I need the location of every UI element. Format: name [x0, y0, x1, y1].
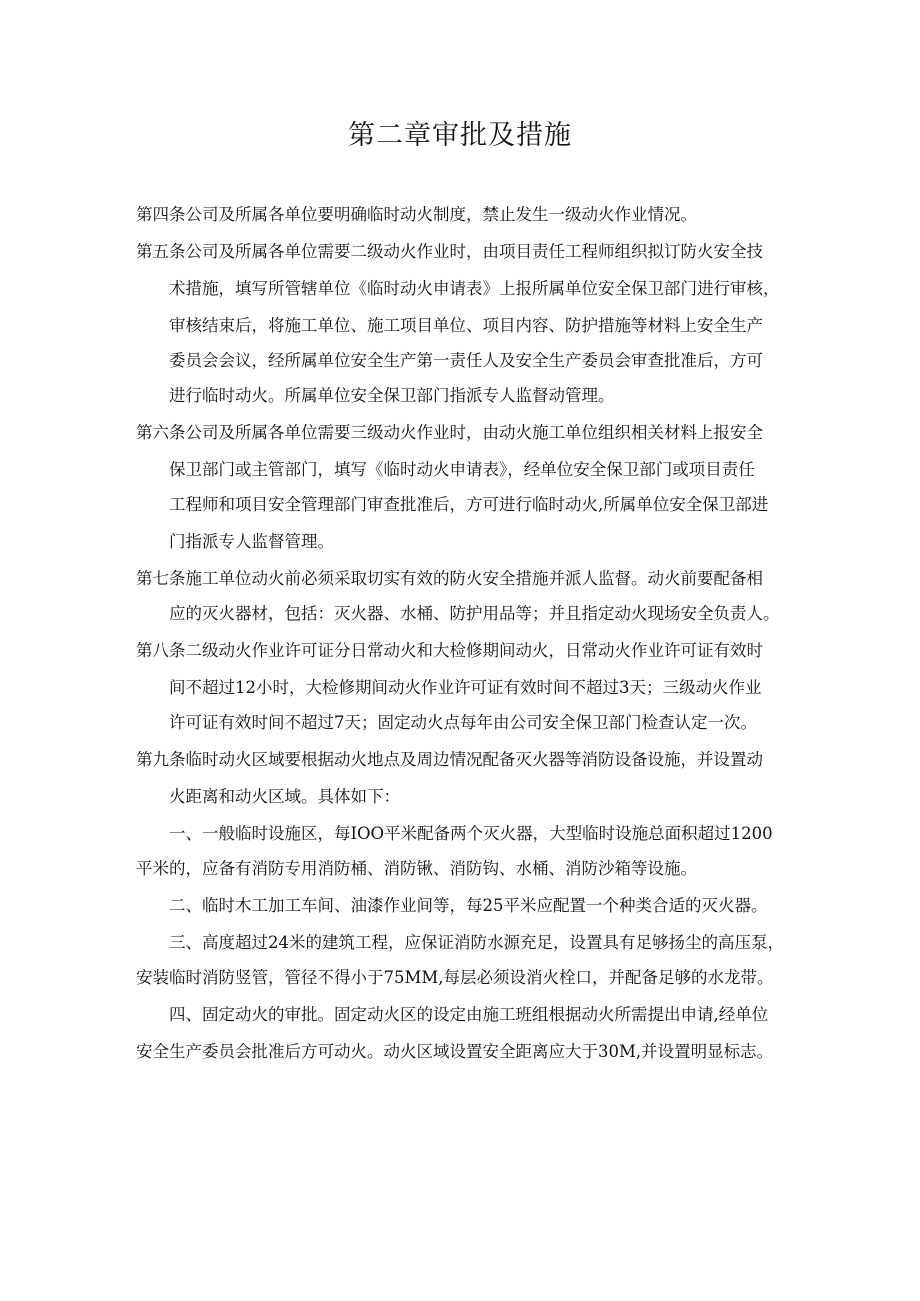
- article-9-line-1: 第九条临时动火区域要根据动火地点及周边情况配备灭火器等消防设备设施，并设置动: [136, 750, 763, 769]
- article-9-line-2: 火距离和动火区域。具体如下：: [169, 787, 400, 806]
- article-5-line-1: 第五条公司及所属各单位需要二级动火作业时，由项目责任工程师组织拟订防火安全技: [136, 242, 763, 261]
- item-1-line-2: 平米的，应备有消防专用消防桶、消防锹、消防钩、水桶、消防沙箱等设施。: [136, 859, 697, 878]
- item-2-line-1: 二、临时木工加工车间、油漆作业间等，每25平米应配置一个种类合适的灭火器。: [169, 896, 768, 915]
- article-6-line-2: 保卫部门或主管部门，填写《临时动火申请表》，经单位安全保卫部门或项目责任: [169, 460, 755, 479]
- article-6-line-4: 门指派专人监督管理。: [169, 532, 334, 551]
- article-8-line-1: 第八条二级动火作业许可证分日常动火和大检修期间动火，日常动火作业许可证有效时: [136, 641, 763, 660]
- item-1-line-1: 一、一般临时设施区，每IOO平米配备两个灭火器，大型临时设施总面积超过1200: [169, 824, 773, 843]
- item-3-line-1: 三、高度超过24米的建筑工程，应保证消防水源充足，设置具有足够扬尘的高压泵，: [169, 933, 784, 952]
- article-4-line-1: 第四条公司及所属各单位要明确临时动火制度，禁止发生一级动火作业情况。: [136, 205, 697, 224]
- item-4-line-1: 四、固定动火的审批。固定动火区的设定由施工班组根据动火所需提出申请,经单位: [169, 1005, 769, 1024]
- article-8-line-3: 许可证有效时间不超过7天；固定动火点每年由公司安全保卫部门检查认定一次。: [169, 713, 757, 732]
- item-4-line-2: 安全生产委员会批准后方可动火。动火区域设置安全距离应大于30M,并设置明显标志。: [136, 1042, 774, 1061]
- article-5-line-2: 术措施，填写所管辖单位《临时动火申请表》上报所属单位安全保卫部门进行审核，: [169, 279, 780, 298]
- article-7-line-1: 第七条施工单位动火前必须采取切实有效的防火安全措施并派人监督。动火前要配备相: [136, 569, 763, 588]
- article-8-line-2: 间不超过12小时，大检修期间动火作业许可证有效时间不超过3天；三级动火作业: [169, 678, 762, 697]
- item-3-line-2: 安装临时消防竖管，管径不得小于75MM,每层必须设消火栓口，并配备足够的水龙带。: [136, 968, 774, 987]
- article-7-line-2: 应的灭火器材，包括：灭火器、水桶、防护用品等；并且指定动火现场安全负责人。: [169, 604, 780, 623]
- article-5-line-3: 审核结束后，将施工单位、施工项目单位、项目内容、防护措施等材料上安全生产: [169, 316, 763, 335]
- article-6-line-1: 第六条公司及所属各单位需要三级动火作业时，由动火施工单位组织相关材料上报安全: [136, 423, 763, 442]
- chapter-title: 第二章审批及措施: [348, 120, 572, 151]
- article-5-line-5: 进行临时动火。所属单位安全保卫部门指派专人监督动管理。: [169, 386, 615, 405]
- article-5-line-4: 委员会会议，经所属单位安全生产第一责任人及安全生产委员会审查批准后，方可: [169, 351, 763, 370]
- article-6-line-3: 工程师和项目安全管理部门审查批准后，方可进行临时动火,所属单位安全保卫部进: [169, 495, 769, 514]
